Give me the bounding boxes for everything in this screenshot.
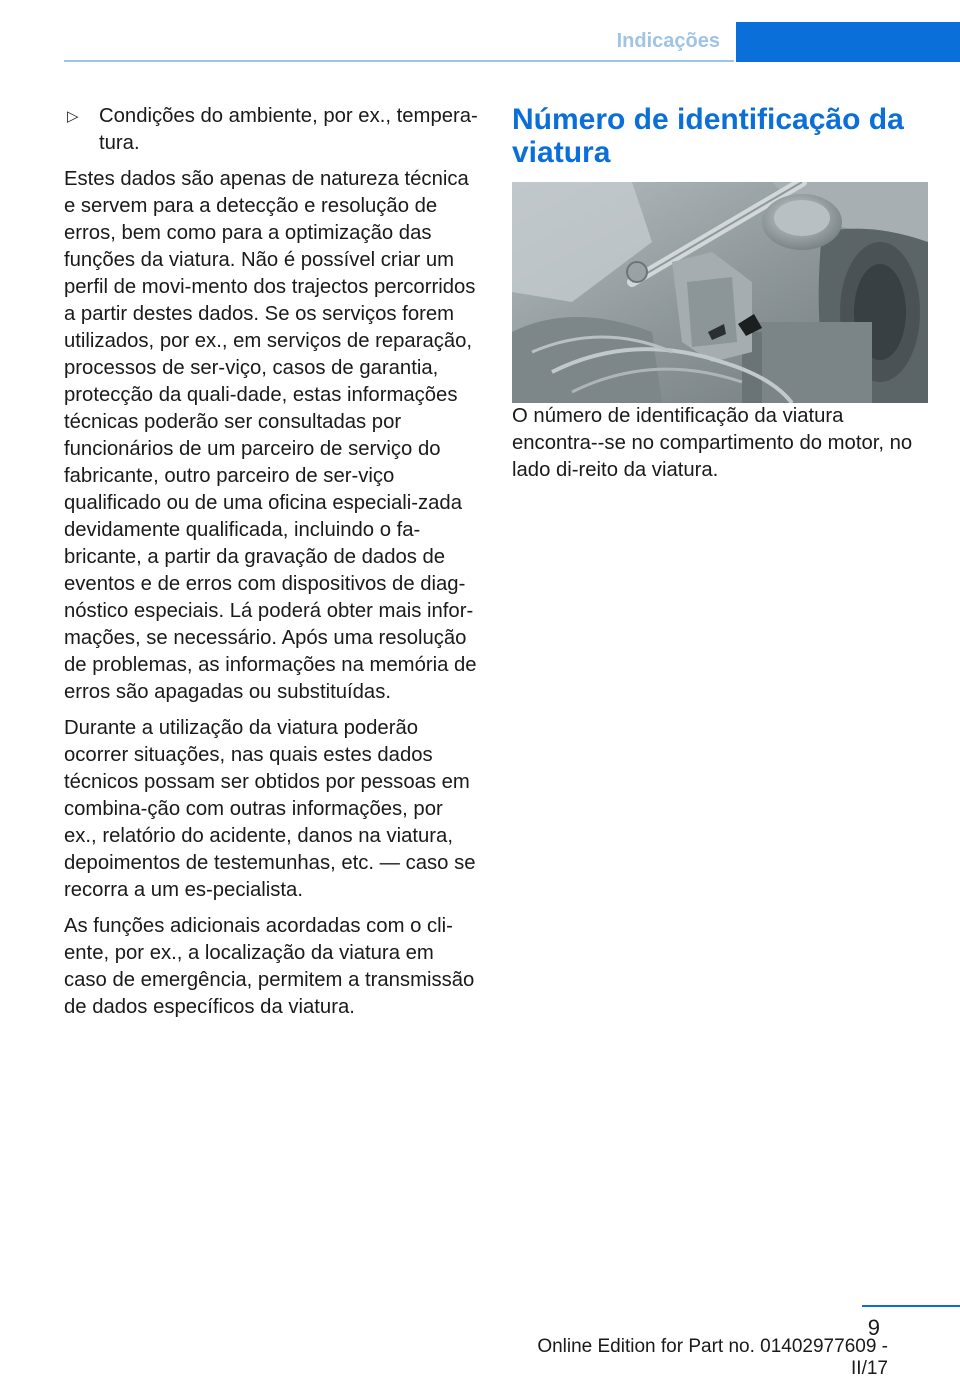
- paragraph-technical-data: Estes dados são apenas de natureza técnica e servem para a detecção e resolução de erros, bem como para a optimização das funções da viatura. Não é possível criar um perfil de movi-mento dos trajectos percorridos a partir destes dados. Se os serviços forem utilizados, por ex., em serviços de reparação, processos de ser-viço, casos de garantia, protecção da quali-dade, estas informações técnicas poderão ser consultadas por funcionários de um parceiro de serviço do fabricante, outro parceiro de ser-viço qualificado ou de uma oficina especiali-zada devidamente qualificada, incluindo o fa-bricante, a partir da gravação de dados de eventos e de erros com dispositivos de diag-nóstico especiais. Lá poderá obter mais infor-mações, se necessário. Após uma resolução de problemas, as informações na memória de erros são apagadas ou substituídas.: [64, 168, 477, 703]
- header-rule: [64, 60, 734, 62]
- paragraph-additional-functions: As funções adicionais acordadas com o cli-ente, por ex., a localização da viatura em caso de emergência, permitem a transmissão de dados específicos da viatura.: [64, 915, 475, 1018]
- figure-caption: O número de identificação da viatura encontra--se no compartimento do motor, no lado di-reito da viatura.: [512, 405, 913, 481]
- section-title: Indicações: [616, 30, 720, 52]
- section-heading: Número de identificação da viatura: [512, 103, 904, 169]
- paragraph-situations: Durante a utilização da viatura poderão ocorrer situações, nas quais estes dados técnicos possam ser obtidos por pessoas em combina-ção com outras informações, por ex., relatório do acidente, danos na viatura, depoimentos de testemunhas, etc. — caso se recorra a um es-pecialista.: [64, 717, 476, 901]
- edition-footer: Online Edition for Part no. 01402977609 - II/17: [537, 1336, 888, 1379]
- bullet-text: Condições do ambiente, por ex., tempera-tura.: [99, 105, 478, 154]
- bullet-item: [64, 103, 479, 157]
- engine-compartment-figure: [512, 182, 928, 403]
- triangle-bullet-icon: ▷: [67, 108, 79, 125]
- right-column: [512, 103, 932, 493]
- left-column: [64, 103, 479, 1030]
- footer-rule: [862, 1305, 960, 1307]
- header-color-block: [736, 22, 960, 62]
- page-number: 9: [867, 1315, 880, 1340]
